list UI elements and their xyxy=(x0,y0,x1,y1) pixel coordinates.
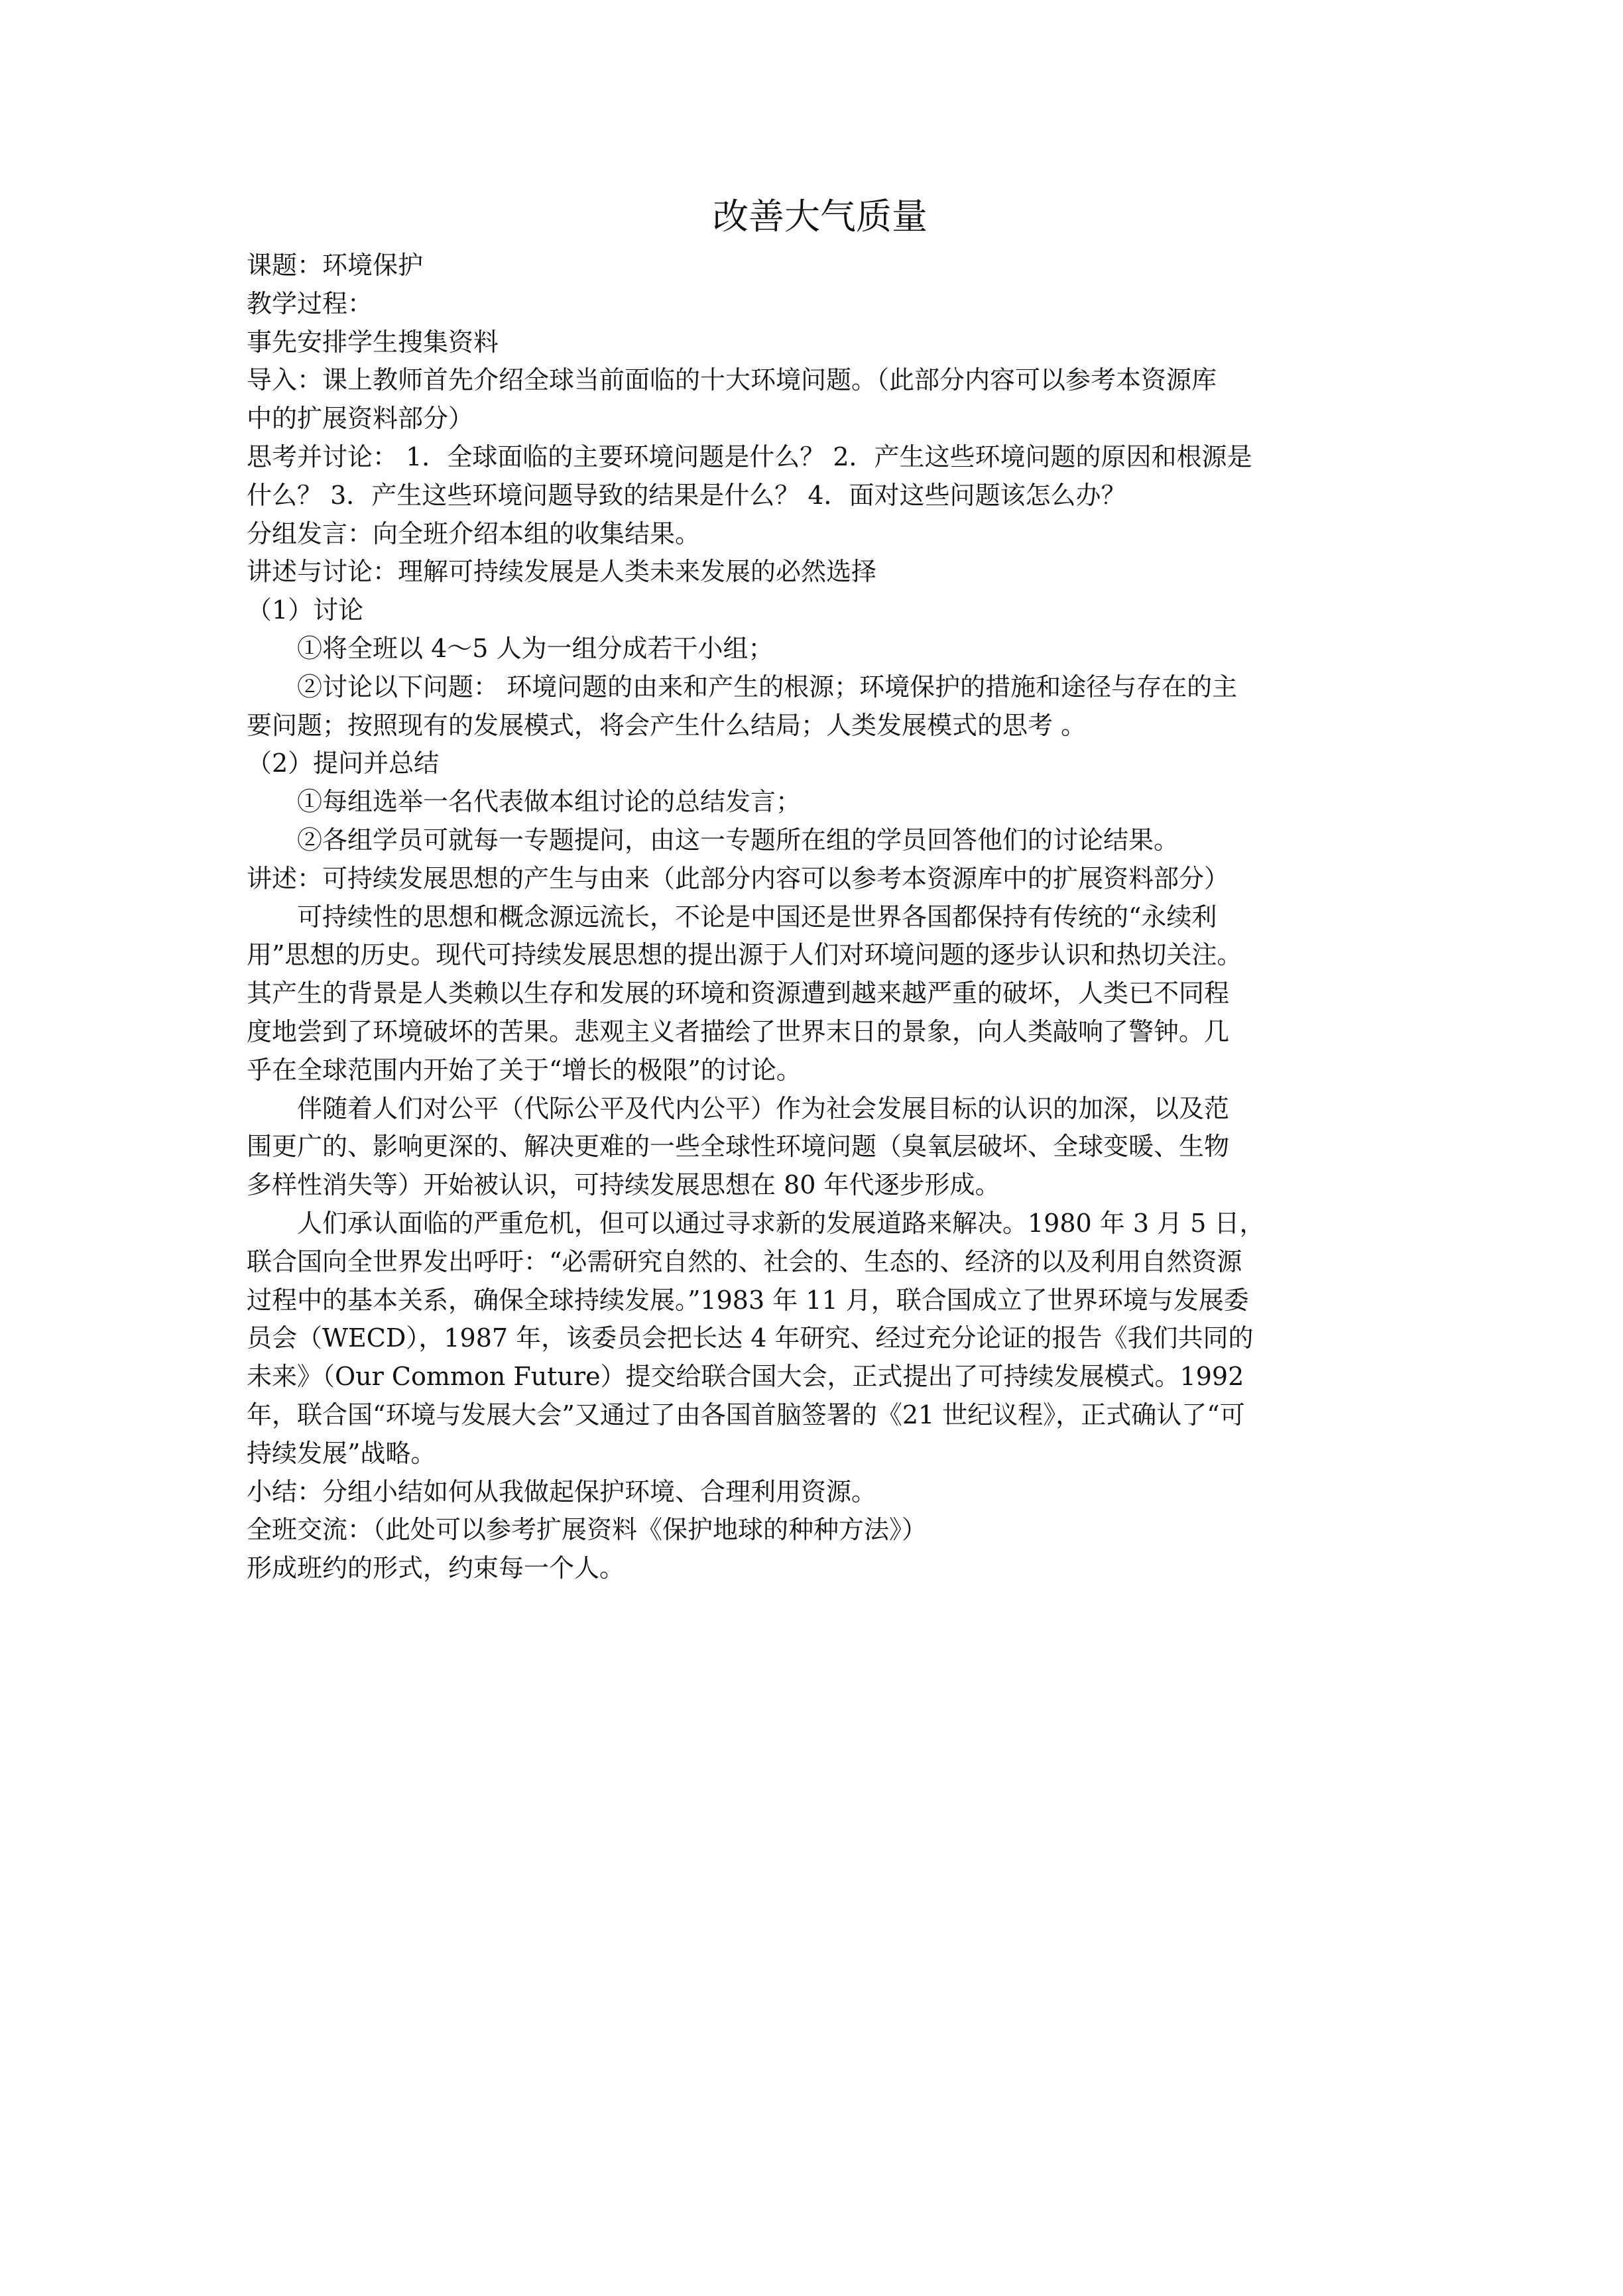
paragraph-2-line-2: 围更广的、影响更深的、解决更难的一些全球性环境问题（臭氧层破坏、全球变暖、生物 xyxy=(247,1132,1230,1162)
paragraph-3-line-3: 过程中的基本关系，确保全球持续发展。”1983 年 11 月，联合国成立了世界环境与发展委 xyxy=(247,1285,1249,1315)
subject-line: 课题：环境保护 xyxy=(247,251,424,280)
class-convention-line: 形成班约的形式，约束每一个人。 xyxy=(247,1553,625,1583)
paragraph-1-line-2: 用”思想的历史。现代可持续发展思想的提出源于人们对环境问题的逐步认识和热切关注。 xyxy=(247,940,1242,970)
paragraph-2-line-3: 多样性消失等）开始被认识，可持续发展思想在 80 年代逐步形成。 xyxy=(247,1170,1000,1200)
paragraph-1-line-3: 其产生的背景是人类赖以生存和发展的环境和资源遭到越来越严重的破坏，人类已不同程 xyxy=(247,979,1230,1008)
section-1-heading: （1）讨论 xyxy=(247,595,364,625)
process-heading: 教学过程： xyxy=(247,288,373,318)
paragraph-3-line-1: 人们承认面临的严重危机，但可以通过寻求新的发展道路来解决。1980 年 3 月 5 日， xyxy=(297,1208,1265,1238)
preparation-line: 事先安排学生搜集资料 xyxy=(247,327,499,357)
paragraph-3-line-7: 持续发展”战略。 xyxy=(247,1438,436,1468)
paragraph-3-line-5: 未来》（Our Common Future）提交给联合国大会，正式提出了可持续发展模式。1992 xyxy=(247,1362,1244,1392)
paragraph-1-line-4: 度地尝到了环境破坏的苦果。悲观主义者描绘了世界末日的景象，向人类敲响了警钟。几 xyxy=(247,1016,1230,1046)
discussion-line-2: 什么？ 3．产生这些环境问题导致的结果是什么？ 4．面对这些问题该怎么办？ xyxy=(247,480,1126,510)
document-body xyxy=(247,187,1394,1588)
class-exchange-line: 全班交流：（此处可以参考扩展资料《保护地球的种种方法》） xyxy=(247,1515,928,1545)
section-2-item-1: ①每组选举一名代表做本组讨论的总结发言； xyxy=(297,787,802,817)
lecture-heading: 讲述：可持续发展思想的产生与由来（此部分内容可以参考本资源库中的扩展资料部分） xyxy=(247,863,1230,893)
discussion-line-1: 思考并讨论： 1．全球面临的主要环境问题是什么？ 2．产生这些环境问题的原因和根源是 xyxy=(247,442,1252,471)
section-2-item-2: ②各组学员可就每一专题提问，由这一专题所在组的学员回答他们的讨论结果。 xyxy=(297,825,1179,855)
group-speech-line: 分组发言：向全班介绍本组的收集结果。 xyxy=(247,518,701,548)
section-1-item-1: ①将全班以 4～5 人为一组分成若干小组； xyxy=(297,633,774,663)
page-title: 改善大气质量 xyxy=(713,196,928,237)
paragraph-3-line-6: 年，联合国“环境与发展大会”又通过了由各国首脑签署的《21 世纪议程》，正式确认了“可 xyxy=(247,1400,1245,1429)
summary-line: 小结：分组小结如何从我做起保护环境、合理利用资源。 xyxy=(247,1477,877,1506)
intro-line-2: 中的扩展资料部分） xyxy=(247,404,474,434)
section-2-heading: （2）提问并总结 xyxy=(247,749,440,778)
intro-line-1: 导入：课上教师首先介绍全球当前面临的十大环境问题。（此部分内容可以参考本资源库 xyxy=(247,365,1217,395)
paragraph-3-line-4: 员会（WECD），1987 年，该委员会把长达 4 年研究、经过充分论证的报告《我们共同的 xyxy=(247,1323,1254,1353)
section-1-item-2-line-1: ②讨论以下问题： 环境问题的由来和产生的根源；环境保护的措施和途径与存在的主 xyxy=(297,672,1238,701)
lecture-discussion-line: 讲述与讨论：理解可持续发展是人类未来发展的必然选择 xyxy=(247,557,877,587)
paragraph-1-line-1: 可持续性的思想和概念源远流长，不论是中国还是世界各国都保持有传统的“永续利 xyxy=(297,902,1217,932)
paragraph-3-line-2: 联合国向全世界发出呼吁：“必需研究自然的、社会的、生态的、经济的以及利用自然资源 xyxy=(247,1246,1242,1276)
section-1-item-2-line-2: 要问题；按照现有的发展模式，将会产生什么结局；人类发展模式的思考 。 xyxy=(247,710,1087,740)
paragraph-1-line-5: 乎在全球范围内开始了关于“增长的极限”的讨论。 xyxy=(247,1055,802,1085)
paragraph-2-line-1: 伴随着人们对公平（代际公平及代内公平）作为社会发展目标的认识的加深，以及范 xyxy=(297,1093,1230,1123)
